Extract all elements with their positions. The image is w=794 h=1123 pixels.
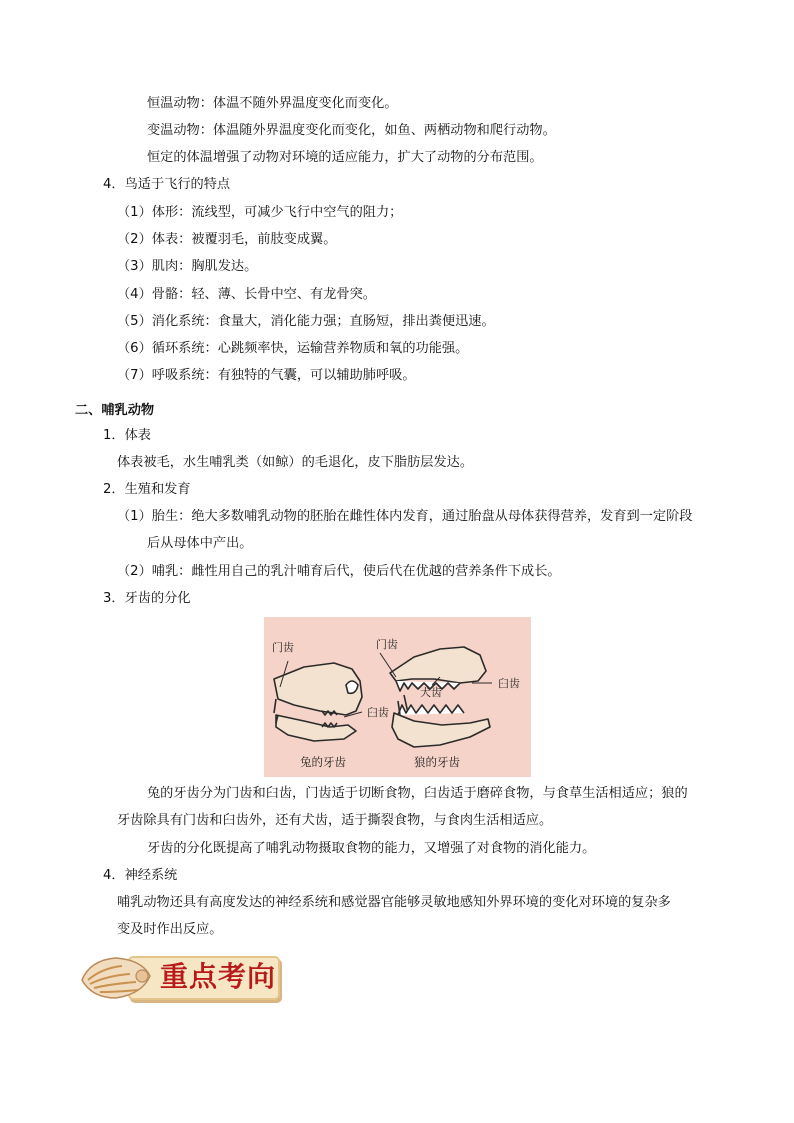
- mammals-s3-para2: 牙齿的分化既提高了哺乳动物摄取食物的能力，又增强了对食物的消化能力。: [147, 841, 596, 856]
- intro-line-constant-temp: 恒定的体温增强了动物对环境的适应能力，扩大了动物的分布范围。: [147, 150, 543, 165]
- mammals-s4-text-line1: 哺乳动物还具有高度发达的神经系统和感觉器官能够灵敏地感知外界环境的变化对环境的复杂多: [117, 895, 671, 910]
- rabbit-caption: 兔的牙齿: [300, 755, 346, 769]
- conch-shell-icon: [76, 950, 156, 1004]
- wolf-caption: 狼的牙齿: [414, 755, 460, 769]
- birds-item-1: （1）体形：流线型，可减少飞行中空气的阻力；: [117, 205, 403, 220]
- birds-item-5: （5）消化系统：食量大，消化能力强；直肠短，排出粪便迅速。: [117, 314, 495, 329]
- wolf-incisor-label: 门齿: [376, 638, 398, 651]
- teeth-figure: [264, 617, 531, 777]
- mammals-s2-item1-line1: （1）胎生：绝大多数哺乳动物的胚胎在雌性体内发育，通过胎盘从母体获得营养，发育到一定阶段: [117, 509, 693, 524]
- birds-item-6: （6）循环系统：心跳频率快，运输营养物质和氧的功能强。: [117, 341, 469, 356]
- mammals-s4-text-line2: 变及时作出反应。: [117, 922, 223, 937]
- birds-item-4: （4）骨骼：轻、薄、长骨中空、有龙骨突。: [117, 287, 376, 302]
- banner-title: 重点考向: [160, 960, 277, 993]
- mammals-s2-item1-line2: 后从母体中产出。: [147, 536, 253, 551]
- wolf-molar-label: 臼齿: [498, 677, 520, 690]
- mammals-s2-item2: （2）哺乳：雌性用自己的乳汁哺育后代，使后代在优越的营养条件下成长。: [117, 564, 561, 579]
- mammals-s3-heading: 3．牙齿的分化: [103, 591, 191, 606]
- mammals-s1-text: 体表被毛，水生哺乳类（如鲸）的毛退化，皮下脂肪层发达。: [117, 455, 474, 470]
- rabbit-molar-label: 臼齿: [367, 706, 389, 719]
- birds-item-7: （7）呼吸系统：有独特的气囊，可以辅助肺呼吸。: [117, 368, 416, 383]
- rabbit-skull: [274, 663, 362, 741]
- rabbit-incisor-label: 门齿: [272, 641, 294, 654]
- section-title-mammals: 二、哺乳动物: [75, 403, 155, 418]
- wolf-canine-label: 犬齿: [420, 686, 442, 699]
- key-focus-banner: [76, 950, 281, 1004]
- mammals-s4-heading: 4．神经系统: [103, 868, 178, 883]
- birds-heading: 4．鸟适于飞行的特点: [103, 177, 231, 192]
- mammals-s2-heading: 2．生殖和发育: [103, 482, 191, 497]
- intro-line-warm-blooded: 恒温动物：体温不随外界温度变化而变化。: [147, 96, 398, 111]
- birds-item-2: （2）体表：被覆羽毛，前肢变成翼。: [117, 232, 337, 247]
- mammals-s3-para1-line1: 兔的牙齿分为门齿和臼齿，门齿适于切断食物，臼齿适于磨碎食物，与食草生活相适应；狼的: [147, 786, 688, 801]
- mammals-s1-heading: 1．体表: [103, 428, 151, 443]
- intro-line-cold-blooded: 变温动物：体温随外界温度变化而变化，如鱼、两栖动物和爬行动物。: [147, 123, 556, 138]
- birds-item-3: （3）肌肉：胸肌发达。: [117, 259, 258, 274]
- mammals-s3-para1-line2: 牙齿除具有门齿和臼齿外，还有犬齿，适于撕裂食物，与食肉生活相适应。: [117, 813, 553, 828]
